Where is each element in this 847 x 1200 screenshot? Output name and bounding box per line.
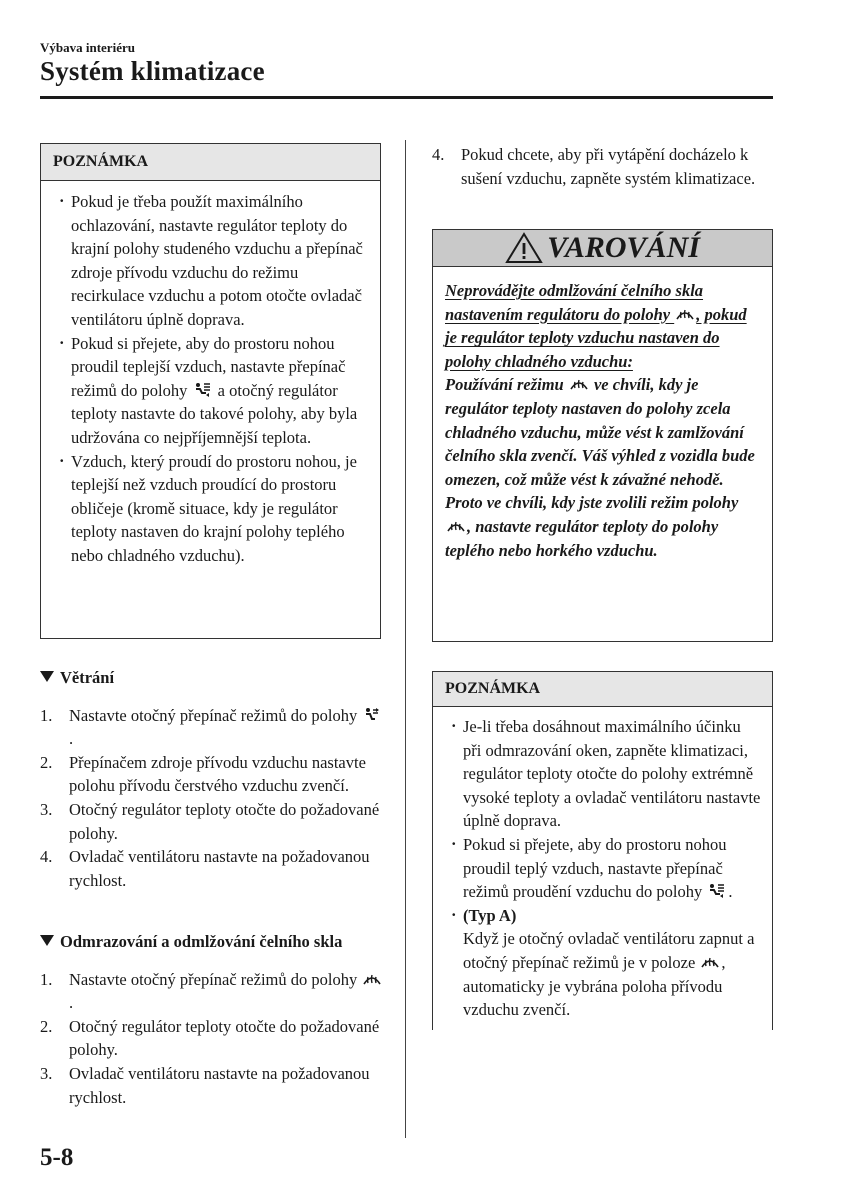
note-item: · Je-li třeba dosáhnout maximálního účinku při odmrazování oken, zapněte klimatizaci, regulátor teploty otočte do polohy extrémně vysoké teploty a ovladač ventilátoru nastavte úplně doprava. (451, 715, 762, 833)
ventilation-steps (40, 704, 385, 893)
note-box-left (40, 143, 381, 639)
list-item (40, 751, 385, 798)
warning-underlined-text (445, 281, 747, 371)
windshield-defrost-icon (570, 376, 588, 392)
warning-heading-text: VAROVÁNÍ (547, 231, 700, 264)
face-mode-icon (363, 707, 379, 723)
step-number: 1. (40, 969, 53, 989)
warning-text: , pokud je regulátor teploty vzduchu nastaven do polohy chladného vzduchu: (445, 304, 747, 371)
ventilation-heading-text: Větrání (60, 668, 115, 687)
column-divider (405, 140, 406, 1138)
step-number: 4. (432, 145, 445, 164)
list-item (40, 845, 385, 892)
floor-defrost-mode-icon (194, 382, 212, 398)
warning-triangle-icon (505, 232, 543, 264)
note-text: Když je otočný ovladač ventilátoru zapnut a otočný přepínač režimů je v poloze (463, 929, 755, 972)
list-item (40, 1015, 385, 1062)
note-text: , automaticky je vybrána poloha přívodu vzduchu zvenčí. (463, 952, 726, 1020)
list-item (40, 968, 385, 1015)
step-text: Nastavte otočný přepínač režimů do polohy (69, 705, 362, 725)
note-box-right-frame (432, 671, 773, 1030)
note-text: Pokud si přejete, aby do prostoru nohou proudil teplejší vzduch, nastavte přepínač režimů do polohy (71, 333, 346, 400)
warning-text: , nastavte regulátor teploty do polohy teplého nebo horkého vzduchu. (445, 516, 719, 560)
step-number: 4. (40, 847, 53, 867)
defrost-heading-text: Odmrazování a odmlžování čelního skla (60, 932, 343, 951)
step-text: . (69, 993, 74, 1013)
triangle-bullet-icon (40, 671, 54, 682)
warning-heading (433, 230, 772, 267)
step-number: 1. (40, 705, 53, 725)
note-text: . (728, 882, 733, 902)
list-item (40, 704, 385, 751)
step-text: Otočný regulátor teploty otočte do požadované polohy. (69, 1016, 380, 1060)
warning-text: ve chvíli, kdy je regulátor teploty nastaven do polohy zcela chladného vzduchu, může vést k zamlžování čelního skla zvenčí. Váš výhled z vozidla bude omezen, což může vést k závažné nehodě. Proto ve chvíli, kdy jste zvolili režim polohy (445, 375, 755, 513)
note-list (433, 707, 772, 1030)
step-number: 2. (40, 752, 53, 772)
section-label: Výbava interiéru (40, 40, 135, 55)
note-item: · Pokud je třeba použít maximálního ochlazování, nastavte regulátor teploty do krajní polohy studeného vzduchu a přepínač zdroje přívodu vzduchu do režimu recirkulace vzduchu a potom otočte ovladač ventilátoru úplně doprava. (59, 190, 370, 332)
step-number: 3. (40, 1063, 53, 1083)
step-text: Otočný regulátor teploty otočte do požadované polohy. (69, 799, 380, 843)
note-item (451, 904, 762, 1022)
warning-body (433, 267, 772, 574)
list-item (432, 143, 777, 190)
floor-defrost-mode-icon (708, 883, 726, 899)
note-heading: POZNÁMKA (433, 672, 772, 707)
windshield-defrost-icon (447, 518, 465, 534)
type-label: (Typ A) (463, 905, 517, 925)
page-title: Systém klimatizace (40, 56, 265, 86)
note-heading: POZNÁMKA (41, 144, 380, 181)
right-step-list (432, 143, 777, 190)
ventilation-heading (40, 666, 385, 690)
list-item (40, 1062, 385, 1109)
warning-box (432, 229, 773, 642)
title-rule (40, 96, 773, 99)
list-item (40, 798, 385, 845)
step-text: Ovladač ventilátoru nastavte na požadovanou rychlost. (69, 847, 370, 890)
triangle-bullet-icon (40, 935, 54, 946)
windshield-defrost-icon (701, 954, 719, 970)
windshield-defrost-icon (676, 306, 694, 322)
page-number: 5-8 (40, 1144, 74, 1171)
step-text: Pokud chcete, aby při vytápění docházelo k sušení vzduchu, zapněte systém klimatizace. (461, 145, 756, 188)
note-text: Pokud si přejete, aby do prostoru nohou proudil teplý vzduch, nastavte přepínač režimů proudění vzduchu do polohy (463, 834, 727, 902)
note-item: · Vzduch, který proudí do prostoru nohou, je teplejší než vzduch proudící do prostoru obličeje (kromě situace, kdy je regulátor teploty nastaven do krajní polohy teplého nebo chladného vzduchu). (59, 450, 370, 568)
step-text: Přepínačem zdroje přívodu vzduchu nastavte polohu přívodu čerstvého vzduchu zvenčí. (69, 752, 366, 796)
note-box-right (432, 671, 773, 1030)
defrost-section (40, 930, 385, 1109)
step-text: Nastavte otočný přepínač režimů do polohy (69, 969, 362, 989)
warning-text: Používání režimu (445, 375, 568, 395)
warning-text: Neprovádějte odmlžování čelního skla nastavením regulátoru do polohy (445, 281, 704, 324)
note-list (41, 181, 380, 568)
step-number: 3. (40, 799, 53, 819)
ventilation-section (40, 666, 385, 892)
step-text: . (69, 729, 74, 749)
windshield-defrost-icon (363, 971, 381, 987)
step-number: 2. (40, 1016, 53, 1036)
right-step (432, 143, 777, 190)
note-item (451, 833, 762, 904)
note-item (59, 332, 370, 450)
defrost-steps (40, 968, 385, 1110)
step-text: Ovladač ventilátoru nastavte na požadovanou rychlost. (69, 1063, 370, 1107)
defrost-heading (40, 930, 385, 954)
note-text: a otočný regulátor teploty nastavte do takové polohy, aby byla udržována co nejpříjemnější teplota. (71, 380, 358, 447)
